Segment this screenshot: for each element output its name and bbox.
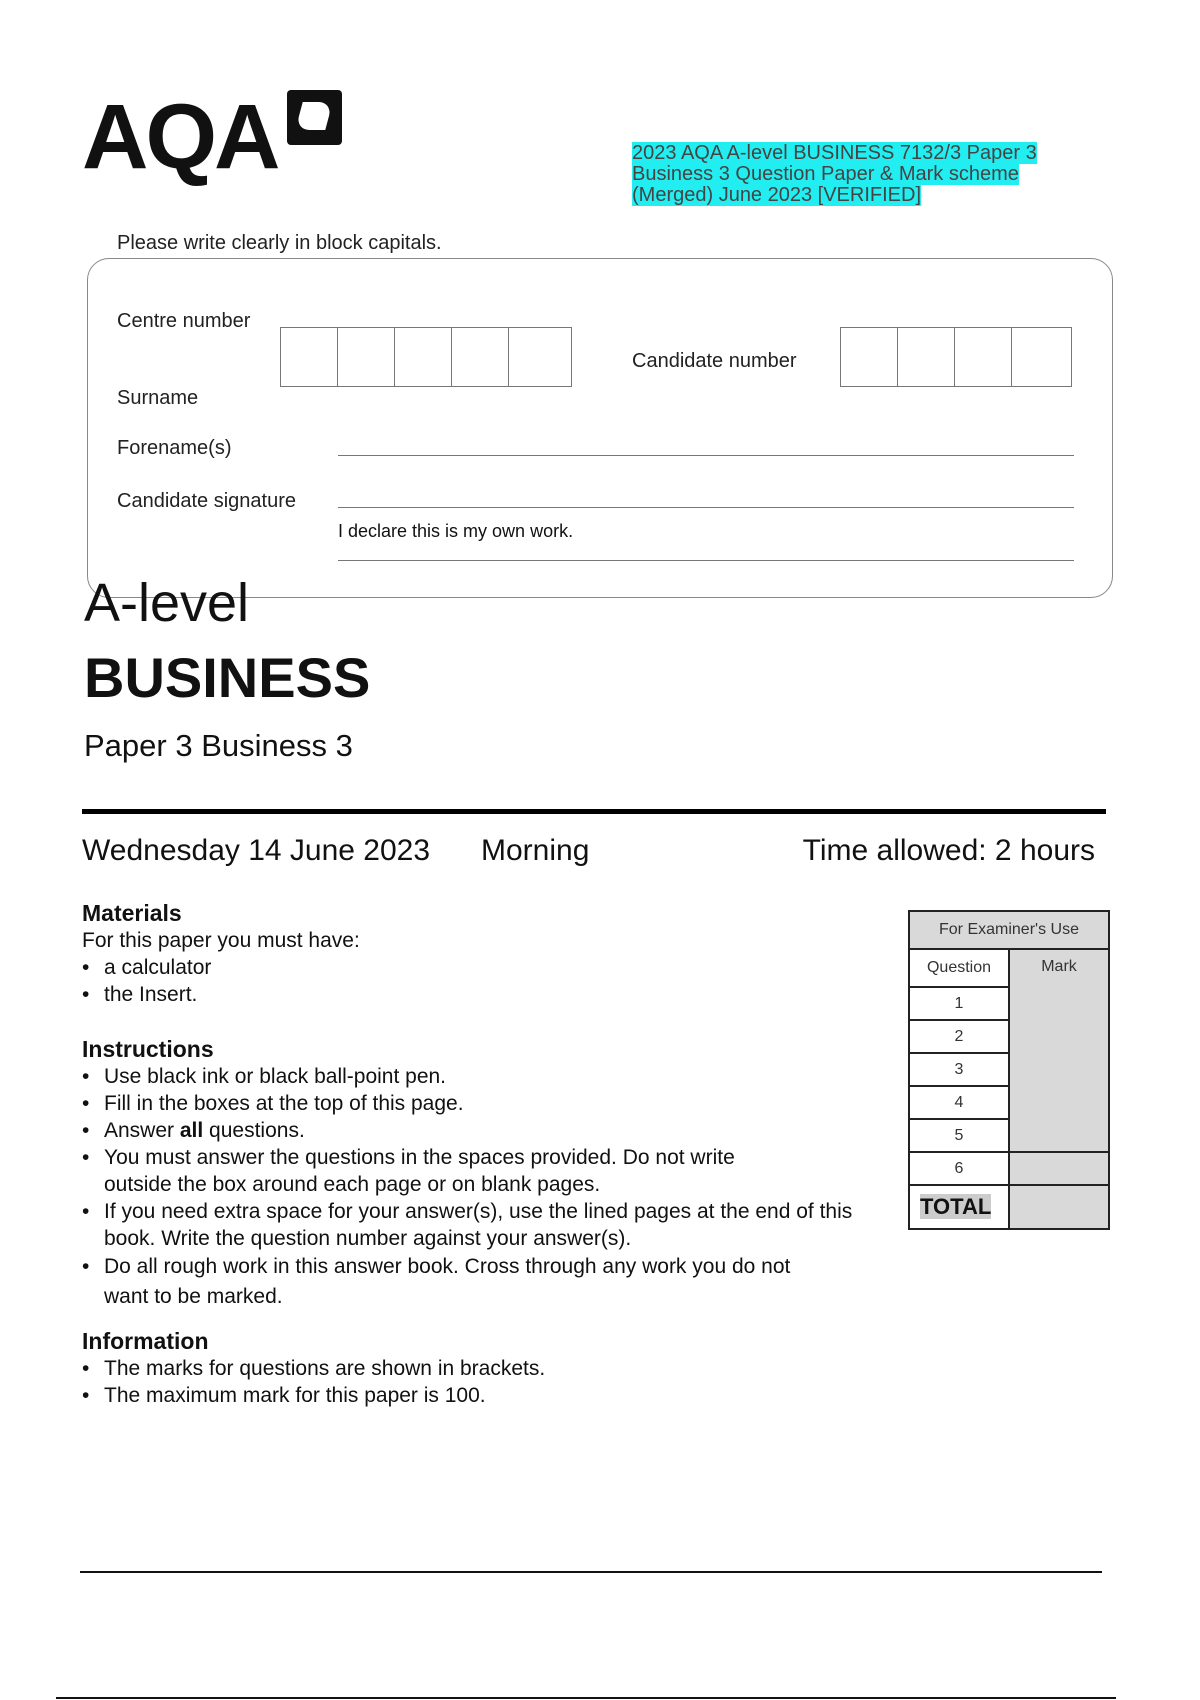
question-number: 1 — [909, 987, 1009, 1020]
materials-intro: For this paper you must have: — [82, 929, 360, 952]
instructions-heading: Instructions — [82, 1036, 214, 1062]
paper-title: Paper 3 Business 3 — [84, 728, 353, 763]
candidate-details-box — [87, 258, 1113, 598]
time-allowed: Time allowed: 2 hours — [802, 834, 1095, 867]
question-number: 3 — [909, 1053, 1009, 1086]
forenames-input-line[interactable] — [338, 455, 1074, 456]
list-item: • If you need extra space for your answer(s), use the lined pages at the end of this book. Write the question number against your answer(s). — [82, 1198, 884, 1252]
answer-all-bold: all — [179, 1119, 204, 1142]
declaration-text: I declare this is my own work. — [338, 521, 574, 541]
list-item: • The marks for questions are shown in brackets. — [82, 1355, 545, 1382]
highlighted-title-text: 2023 AQA A-level BUSINESS 7132/3 Paper 3 Business 3 Question Paper & Mark scheme (Merged) June 2023 [VERIFIED] — [632, 142, 1037, 206]
exam-date: Wednesday 14 June 2023 — [82, 834, 431, 867]
list-item: • The maximum mark for this paper is 100. — [82, 1382, 545, 1409]
list-item — [82, 1117, 882, 1144]
list-item: • a calculator — [82, 954, 360, 981]
divider — [82, 809, 1106, 814]
qualification-level: A-level — [84, 573, 250, 633]
instructions-section — [82, 1036, 882, 1312]
information-heading: Information — [82, 1328, 209, 1354]
forenames-label: Forename(s) — [117, 437, 232, 459]
examiner-table-title: For Examiner's Use — [909, 911, 1109, 949]
list-item: • the Insert. — [82, 981, 360, 1008]
candidate-number-label: Candidate number — [632, 350, 797, 372]
total-mark-cell[interactable] — [1009, 1185, 1109, 1229]
question-number: 4 — [909, 1086, 1009, 1119]
logo-text: AQA — [82, 86, 278, 188]
list-item: • Do all rough work in this answer book. Cross through any work you do not want to be marked. — [82, 1252, 804, 1312]
materials-section — [82, 900, 360, 1008]
total-label-cell — [909, 1185, 1009, 1229]
answer-all-pre: Answer — [104, 1119, 180, 1142]
aqa-logo — [82, 86, 347, 188]
materials-heading: Materials — [82, 900, 182, 926]
list-item: • Fill in the boxes at the top of this page. — [82, 1090, 882, 1117]
question-number: 5 — [909, 1119, 1009, 1152]
bottom-rule — [80, 1571, 1102, 1573]
surname-label: Surname — [117, 387, 199, 409]
mark-header: Mark — [1009, 949, 1109, 1152]
list-item: • You must answer the questions in the spaces provided. Do not write outside the box around each page or on blank pages. — [82, 1144, 744, 1198]
page-edge-rule — [56, 1697, 1116, 1699]
question-number: 2 — [909, 1020, 1009, 1053]
aqa-leaf-icon — [287, 90, 342, 145]
mark-cell[interactable] — [1009, 1152, 1109, 1185]
subject-title: BUSINESS — [84, 646, 371, 709]
information-section — [82, 1328, 545, 1409]
candidate-number-input[interactable] — [840, 327, 1072, 387]
examiner-use-table — [908, 910, 1110, 1230]
centre-number-label: Centre number — [117, 310, 251, 332]
exam-session: Morning — [481, 834, 590, 867]
total-label: TOTAL — [920, 1194, 992, 1219]
signature-label: Candidate signature — [117, 490, 297, 512]
form-instruction: Please write clearly in block capitals. — [117, 232, 442, 254]
question-number: 6 — [909, 1152, 1009, 1185]
signature-input-line[interactable] — [338, 507, 1074, 508]
centre-number-input[interactable] — [280, 327, 572, 387]
answer-all-post: questions. — [203, 1119, 305, 1142]
declaration-line — [338, 560, 1074, 561]
list-item: • Use black ink or black ball-point pen. — [82, 1063, 882, 1090]
highlighted-title — [632, 143, 1092, 206]
question-header: Question — [909, 949, 1009, 987]
